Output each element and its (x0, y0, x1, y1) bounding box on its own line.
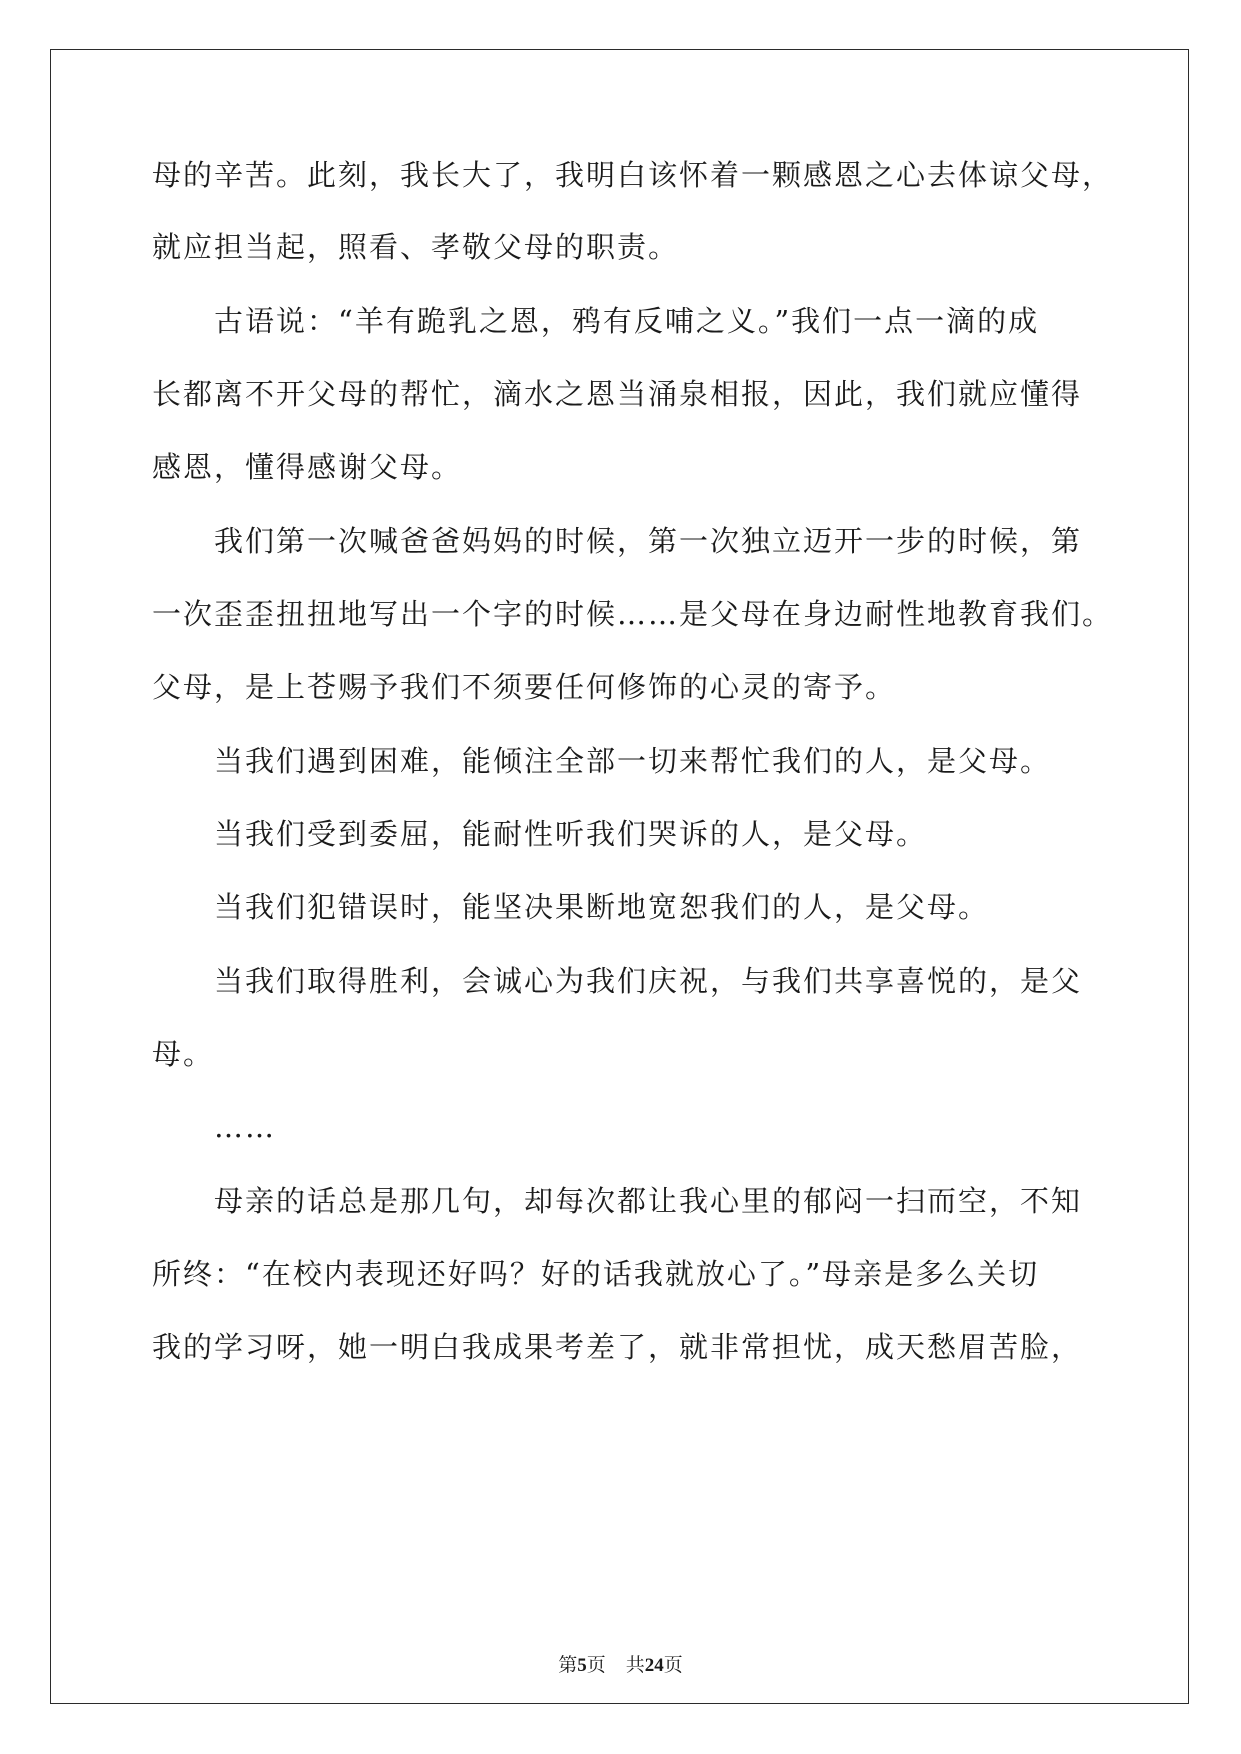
text-line: 父母，是上苍赐予我们不须要任何修饰的心灵的寄予。 (152, 670, 897, 704)
text-line: 就应担当起，照看、孝敬父母的职责。 (152, 230, 680, 264)
text-line: 我们第一次喊爸爸妈妈的时候，第一次独立迈开一步的时候，第 (152, 524, 1083, 558)
page-label-suffix: 页 (586, 1655, 606, 1676)
total-label-prefix: 共 (625, 1655, 645, 1676)
text-line: 母。 (152, 1037, 215, 1071)
page-label-prefix: 第 (558, 1655, 578, 1676)
text-line: 一次歪歪扭扭地写出一个字的时候……是父母在身边耐性地教育我们。 (152, 597, 1114, 631)
total-pages: 24 (644, 1655, 664, 1676)
text-line: 当我们遇到困难，能倾注全部一切来帮忙我们的人，是父母。 (152, 744, 1052, 778)
page-footer (0, 1650, 1241, 1677)
text-line: 长都离不开父母的帮忙，滴水之恩当涌泉相报，因此，我们就应懂得 (152, 377, 1083, 411)
text-line: 所终：“在校内表现还好吗？好的话我就放心了。”母亲是多么关切 (152, 1257, 1040, 1291)
text-line: 母亲的话总是那几句，却每次都让我心里的郁闷一扫而空，不知 (152, 1184, 1083, 1218)
page-number: 5 (577, 1655, 587, 1676)
text-line: 母的辛苦。此刻，我长大了，我明白该怀着一颗感恩之心去体谅父母， (152, 158, 1114, 192)
text-line: 感恩，懂得感谢父母。 (152, 450, 463, 484)
total-label-suffix: 页 (663, 1655, 683, 1676)
page-border (50, 49, 1189, 1704)
text-line: 古语说：“羊有跪乳之恩，鸦有反哺之义。”我们一点一滴的成 (152, 304, 1040, 338)
text-line: 我的学习呀，她一明白我成果考差了，就非常担忧，成天愁眉苦脸， (152, 1330, 1083, 1364)
text-line: …… (152, 1110, 277, 1144)
text-line: 当我们犯错误时，能坚决果断地宽恕我们的人，是父母。 (152, 890, 990, 924)
text-line: 当我们受到委屈，能耐性听我们哭诉的人，是父母。 (152, 817, 928, 851)
text-line: 当我们取得胜利，会诚心为我们庆祝，与我们共享喜悦的，是父 (152, 964, 1083, 998)
